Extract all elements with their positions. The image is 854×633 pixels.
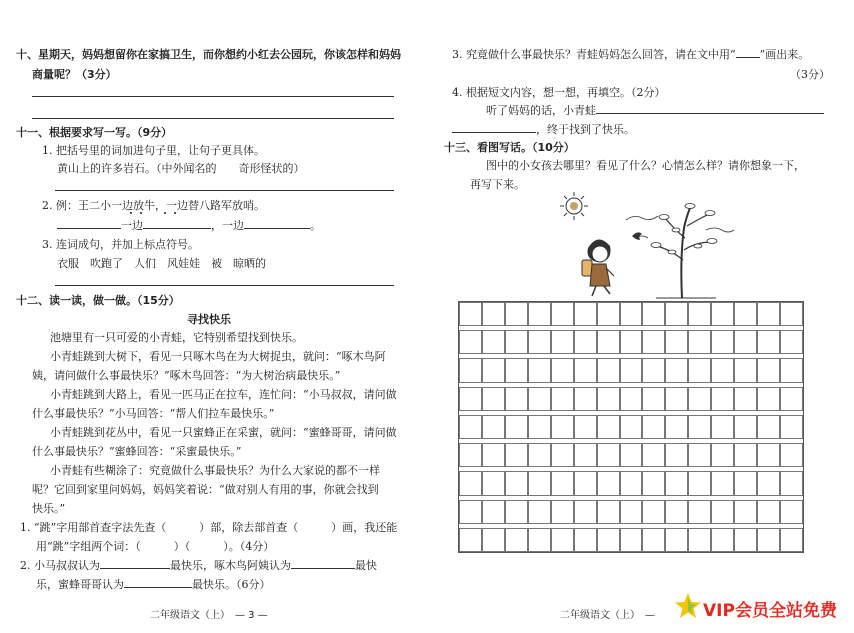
grid-cell[interactable] xyxy=(688,387,711,411)
grid-cell[interactable] xyxy=(528,415,551,439)
grid-cell[interactable] xyxy=(757,302,780,326)
q10-title-line2: 商量呢？（3分） xyxy=(32,68,117,81)
story-p5-line1: 小青蛙有些糊涂了：究竟做什么事最快乐？为什么大家说的都不一样 xyxy=(50,464,380,477)
q12-ask4-line2 xyxy=(452,121,635,137)
grid-cell[interactable] xyxy=(620,330,643,354)
grid-cell[interactable] xyxy=(528,330,551,354)
q12-ask4-blank-2[interactable] xyxy=(452,131,536,133)
grid-cell[interactable] xyxy=(665,387,688,411)
grid-cell[interactable] xyxy=(597,500,620,524)
q12-title: 十二、读一读，做一做。（15分） xyxy=(16,294,180,307)
grid-cell[interactable] xyxy=(597,302,620,326)
grid-cell[interactable] xyxy=(642,415,665,439)
grid-cell[interactable] xyxy=(757,387,780,411)
grid-cell[interactable] xyxy=(459,528,482,552)
story-title: 寻找快乐 xyxy=(187,313,231,326)
grid-cell[interactable] xyxy=(505,500,528,524)
grid-cell[interactable] xyxy=(780,415,803,439)
grid-cell[interactable] xyxy=(505,528,528,552)
grid-cell[interactable] xyxy=(459,330,482,354)
grid-cell[interactable] xyxy=(757,500,780,524)
story-p3-line2: 什么事最快乐？”小马回答：“帮人们拉车最快乐。” xyxy=(32,407,275,420)
writing-grid[interactable] xyxy=(458,301,804,553)
grid-cell[interactable] xyxy=(734,528,757,552)
story-p1: 池塘里有一只可爱的小青蛙，它特别希望找到快乐。 xyxy=(50,331,303,344)
grid-cell[interactable] xyxy=(711,330,734,354)
grid-cell[interactable] xyxy=(780,330,803,354)
grid-cell[interactable] xyxy=(665,330,688,354)
grid-cell[interactable] xyxy=(482,500,505,524)
grid-cell[interactable] xyxy=(711,500,734,524)
grid-cell[interactable] xyxy=(574,443,597,467)
grid-cell[interactable] xyxy=(734,330,757,354)
grid-cell[interactable] xyxy=(734,443,757,467)
grid-cell[interactable] xyxy=(665,471,688,495)
q11-item1-sentence: 黄山上的许多岩石。（中外闻名的 奇形怪状的） xyxy=(57,162,305,175)
grid-cell[interactable] xyxy=(574,387,597,411)
grid-cell[interactable] xyxy=(459,500,482,524)
q12-ask2-text-e: 最快乐。（6分） xyxy=(192,578,271,591)
grid-cell[interactable] xyxy=(620,387,643,411)
grid-cell[interactable] xyxy=(505,330,528,354)
q11-item2-blank-1[interactable] xyxy=(57,227,121,229)
grid-cell[interactable] xyxy=(665,302,688,326)
emphasis-dot xyxy=(164,212,166,214)
grid-cell[interactable] xyxy=(642,330,665,354)
grid-cell[interactable] xyxy=(482,528,505,552)
grid-cell[interactable] xyxy=(482,330,505,354)
q12-ask2-text-d: 乐，蜜蜂哥哥认为 xyxy=(36,578,124,591)
grid-cell[interactable] xyxy=(734,387,757,411)
grid-cell[interactable] xyxy=(780,443,803,467)
grid-cell[interactable] xyxy=(597,528,620,552)
girl-figure xyxy=(582,239,614,296)
grid-cell[interactable] xyxy=(597,443,620,467)
q11-item2-yibian-2: ，一边 xyxy=(211,219,244,232)
grid-cell[interactable] xyxy=(597,415,620,439)
grid-cell[interactable] xyxy=(780,528,803,552)
grid-cell[interactable] xyxy=(688,443,711,467)
q12-ask2-line2 xyxy=(36,576,271,592)
grid-cell[interactable] xyxy=(642,528,665,552)
story-p5-line2: 呢？它回到家里问妈妈，妈妈笑着说：“做对别人有用的事，你就会找到 xyxy=(32,483,379,496)
grid-cell[interactable] xyxy=(711,471,734,495)
q11-item3: 3. 连词成句，并加上标点符号。 xyxy=(42,238,199,251)
grid-cell[interactable] xyxy=(688,358,711,382)
emphasis-dot xyxy=(140,212,142,214)
grid-cell[interactable] xyxy=(642,302,665,326)
grid-cell[interactable] xyxy=(780,302,803,326)
grid-cell[interactable] xyxy=(482,302,505,326)
grid-cell[interactable] xyxy=(757,330,780,354)
grid-cell[interactable] xyxy=(620,528,643,552)
q10-answer-line-2[interactable] xyxy=(32,118,394,119)
grid-cell[interactable] xyxy=(620,471,643,495)
grid-cell[interactable] xyxy=(711,358,734,382)
q11-item3-answer-line[interactable] xyxy=(55,285,394,286)
grid-cell[interactable] xyxy=(597,330,620,354)
q12-ask3-end: ”画出来。 xyxy=(759,48,810,61)
grid-cell[interactable] xyxy=(711,415,734,439)
grid-cell[interactable] xyxy=(642,500,665,524)
grid-cell[interactable] xyxy=(597,471,620,495)
q13-title: 十三、看图写话。（10分） xyxy=(444,141,575,154)
grid-cell[interactable] xyxy=(734,302,757,326)
q12-ask4-text-b: ，终于找到了快乐。 xyxy=(536,123,635,136)
grid-cell[interactable] xyxy=(642,443,665,467)
q11-item2-end: 。 xyxy=(310,219,321,232)
grid-cell[interactable] xyxy=(688,528,711,552)
q13-prompt-line2: 再写下来。 xyxy=(470,178,525,191)
grid-cell[interactable] xyxy=(551,302,574,326)
grid-cell[interactable] xyxy=(505,415,528,439)
q12-ask4-line1 xyxy=(486,102,824,118)
grid-cell[interactable] xyxy=(574,528,597,552)
grid-cell[interactable] xyxy=(459,415,482,439)
q11-title: 十一、根据要求写一写。（9分） xyxy=(16,126,173,139)
grid-cell[interactable] xyxy=(757,528,780,552)
grid-cell[interactable] xyxy=(757,443,780,467)
grid-cell[interactable] xyxy=(551,471,574,495)
grid-cell[interactable] xyxy=(574,500,597,524)
grid-cell[interactable] xyxy=(734,500,757,524)
grid-cell[interactable] xyxy=(505,443,528,467)
grid-cell[interactable] xyxy=(620,358,643,382)
grid-cell[interactable] xyxy=(528,443,551,467)
grid-cell[interactable] xyxy=(551,415,574,439)
grid-cell[interactable] xyxy=(780,500,803,524)
grid-cell[interactable] xyxy=(688,330,711,354)
grid-cell[interactable] xyxy=(757,471,780,495)
q12-ask3-text: 3. 究竟做什么事最快乐？青蛙妈妈怎么回答，请在文中用“ xyxy=(452,48,736,61)
footer-right: 二年级语文（上） — xyxy=(560,610,655,621)
grid-cell[interactable] xyxy=(551,528,574,552)
grid-cell[interactable] xyxy=(711,387,734,411)
grid-cell[interactable] xyxy=(642,358,665,382)
grid-cell[interactable] xyxy=(459,302,482,326)
grid-cell[interactable] xyxy=(574,358,597,382)
grid-cell[interactable] xyxy=(688,415,711,439)
grid-cell[interactable] xyxy=(505,471,528,495)
q11-item1-answer-line[interactable] xyxy=(55,190,394,191)
q12-ask4-blank-1[interactable] xyxy=(596,112,824,114)
q11-item3-words: 衣服 吹跑了 人们 风娃娃 被 晾晒的 xyxy=(57,257,266,270)
grid-cell[interactable] xyxy=(505,302,528,326)
grid-cell[interactable] xyxy=(528,387,551,411)
grid-cell[interactable] xyxy=(688,471,711,495)
grid-cell[interactable] xyxy=(665,443,688,467)
q11-item2-yibian: 一边 xyxy=(121,219,143,232)
grid-cell[interactable] xyxy=(711,528,734,552)
grid-cell[interactable] xyxy=(642,387,665,411)
q12-ask1-line1: 1. “跳”字用部首查字法先查（ ）部，除去部首查（ ）画，我还能 xyxy=(20,521,398,534)
grid-cell[interactable] xyxy=(459,443,482,467)
emphasis-dot xyxy=(130,212,132,214)
grid-cell[interactable] xyxy=(551,330,574,354)
grid-cell[interactable] xyxy=(528,528,551,552)
story-p3-line1: 小青蛙跳到大路上，看见一匹马正在拉车，连忙问：“小马叔叔，请问做 xyxy=(50,388,397,401)
grid-cell[interactable] xyxy=(574,415,597,439)
grid-cell[interactable] xyxy=(780,471,803,495)
grid-cell[interactable] xyxy=(757,358,780,382)
q12-ask2-text-b: 最快乐，啄木鸟阿姨认为 xyxy=(170,559,291,572)
grid-cell[interactable] xyxy=(620,302,643,326)
grid-cell[interactable] xyxy=(688,302,711,326)
grid-cell[interactable] xyxy=(665,528,688,552)
q12-ask3-score: （3分） xyxy=(790,68,830,81)
grid-cell[interactable] xyxy=(528,302,551,326)
footer-left: 二年级语文（上） — 3 — xyxy=(150,610,268,621)
grid-cell[interactable] xyxy=(459,358,482,382)
grid-cell[interactable] xyxy=(620,443,643,467)
sun-icon xyxy=(560,192,588,220)
q11-item2-blank-2[interactable] xyxy=(143,227,211,229)
q12-ask3 xyxy=(452,46,809,62)
tree-figure xyxy=(626,204,734,299)
grid-cell[interactable] xyxy=(528,358,551,382)
q11-item2: 2. 例：王二小一边放牛，一边替八路军放哨。 xyxy=(42,199,265,212)
grid-cell[interactable] xyxy=(551,443,574,467)
q11-item2-fill xyxy=(57,217,321,233)
q12-ask3-blank[interactable] xyxy=(736,56,760,58)
grid-cell[interactable] xyxy=(505,358,528,382)
grid-cell[interactable] xyxy=(711,443,734,467)
grid-cell[interactable] xyxy=(505,387,528,411)
star-icon xyxy=(674,592,702,620)
emphasis-dot xyxy=(174,212,176,214)
q12-ask2-text-a: 2. 小马叔叔认为 xyxy=(20,559,100,572)
grid-cell[interactable] xyxy=(620,415,643,439)
q12-ask2-text-c: 最快 xyxy=(355,559,377,572)
grid-cell[interactable] xyxy=(574,302,597,326)
story-p5-line3: 快乐。” xyxy=(32,502,66,515)
grid-cell[interactable] xyxy=(574,330,597,354)
grid-cell[interactable] xyxy=(757,415,780,439)
q10-answer-line-1[interactable] xyxy=(32,96,394,97)
grid-cell[interactable] xyxy=(780,358,803,382)
q12-ask4: 4. 根据短文内容，想一想，再填空。（2分） xyxy=(452,86,666,99)
q11-item1: 1. 把括号里的词加进句子里，让句子更具体。 xyxy=(42,144,265,157)
q12-ask1-line2: 用“跳”字组两个词：（ ）（ ）。（4分） xyxy=(36,540,275,553)
grid-cell[interactable] xyxy=(734,471,757,495)
grid-cell[interactable] xyxy=(482,471,505,495)
q10-title: 十、星期天，妈妈想留你在家搞卫生，而你想约小红去公园玩，你该怎样和妈妈 xyxy=(16,48,401,61)
grid-cell[interactable] xyxy=(780,387,803,411)
grid-cell[interactable] xyxy=(551,358,574,382)
story-p2-line2: 姨，请问做什么事最快乐？”啄木鸟回答：“为大树治病最快乐。” xyxy=(32,369,341,382)
grid-cell[interactable] xyxy=(665,415,688,439)
grid-cell[interactable] xyxy=(597,358,620,382)
grid-cell[interactable] xyxy=(482,387,505,411)
grid-cell[interactable] xyxy=(665,358,688,382)
grid-cell[interactable] xyxy=(482,415,505,439)
q13-prompt-line1: 图中的小女孩去哪里？看见了什么？心情怎么样？请你想象一下， xyxy=(486,159,805,172)
q12-ask4-text-a: 听了妈妈的话，小青蛙 xyxy=(486,104,596,117)
grid-cell[interactable] xyxy=(574,471,597,495)
grid-cell[interactable] xyxy=(551,387,574,411)
q12-ask2-line1 xyxy=(20,557,377,573)
grid-cell[interactable] xyxy=(734,358,757,382)
q11-item2-blank-3[interactable] xyxy=(244,227,310,229)
grid-cell[interactable] xyxy=(734,415,757,439)
grid-cell[interactable] xyxy=(482,443,505,467)
grid-cell[interactable] xyxy=(528,500,551,524)
q12-ask2-blank-1[interactable] xyxy=(100,567,170,569)
story-p4-line2: 什么事最快乐？”蜜蜂回答：“采蜜最快乐。” xyxy=(32,445,242,458)
grid-cell[interactable] xyxy=(711,302,734,326)
grid-cell[interactable] xyxy=(551,500,574,524)
story-p4-line1: 小青蛙跳到花丛中，看见一只蜜蜂正在采蜜，就问：“蜜蜂哥哥，请问做 xyxy=(50,426,397,439)
grid-cell[interactable] xyxy=(665,500,688,524)
grid-cell[interactable] xyxy=(459,471,482,495)
grid-cell[interactable] xyxy=(459,387,482,411)
grid-cell[interactable] xyxy=(528,471,551,495)
story-p2-line1: 小青蛙跳到大树下，看见一只啄木鸟在为大树捉虫，就问：“啄木鸟阿 xyxy=(50,350,386,363)
grid-cell[interactable] xyxy=(620,500,643,524)
q12-ask2-blank-3[interactable] xyxy=(124,586,192,588)
grid-cell[interactable] xyxy=(642,471,665,495)
grid-cell[interactable] xyxy=(688,500,711,524)
grid-cell[interactable] xyxy=(597,387,620,411)
vip-banner[interactable]: VIP会员全站免费 xyxy=(703,601,837,621)
writing-illustration xyxy=(556,190,736,300)
q12-ask2-blank-2[interactable] xyxy=(291,567,355,569)
grid-cell[interactable] xyxy=(482,358,505,382)
